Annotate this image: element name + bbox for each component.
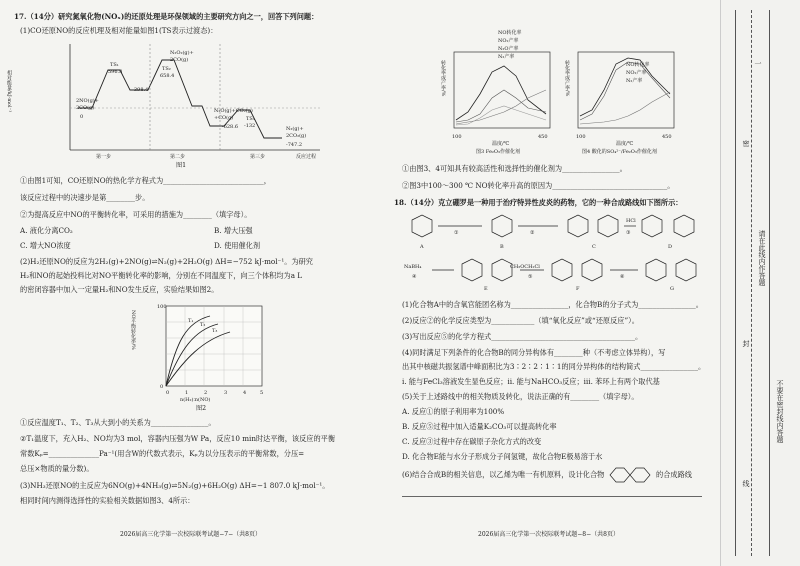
answer-line	[402, 496, 702, 497]
fig3-legend-3: N₂产率	[498, 54, 515, 60]
fig3-series-no-conversion	[456, 66, 546, 120]
figure-3-fe2o3-chart	[452, 50, 552, 130]
q18-3: (3)写出反应⑤的化学方程式________________________________________。	[402, 332, 643, 341]
q18-5-option-c: C. 反应③过程中存在碳原子杂化方式的改变	[402, 437, 542, 446]
fig4-legend-0: NO转化率	[626, 62, 650, 68]
fig2-ylabel: NO平衡转化率/%	[130, 310, 136, 350]
fig1-step-2: 第二步	[170, 154, 186, 160]
route-step-3: ③	[626, 230, 631, 236]
fig1-species-4a: N₂(g)+	[286, 126, 304, 132]
q18-4c: ⅰ. 能与FeCl₃溶液发生显色反应；ⅱ. 能与NaHCO₃反应；ⅲ. 苯环上有两个取代基	[402, 377, 660, 386]
fig3-legend-2: N₂O产率	[498, 46, 519, 52]
q17-2-sub1: ①反应温度T₁、T₂、T₃从大到小的关系为________________。	[20, 418, 216, 427]
fig3-xlabel: 温度/℃	[492, 141, 510, 147]
fig1-species-3a: N₂O(g)+CO₂(g)	[214, 108, 253, 114]
fig3-series-no2	[456, 90, 546, 122]
fig1-step-1: 第一步	[96, 154, 112, 160]
fig1-species-1b: 2CO(g)	[76, 105, 95, 111]
route-label-f: F	[576, 286, 580, 292]
route-ring-d1	[642, 215, 662, 237]
fig4-legend-1: NO₂产率	[626, 70, 647, 76]
binder-note-2: 不要在密封线内答题	[776, 380, 784, 443]
route-ring-c2	[598, 215, 618, 237]
fig1-species-2b: 2CO(g)	[170, 57, 189, 63]
route-step-4: ④	[412, 274, 417, 280]
fig4-series-no-conversion	[580, 58, 670, 116]
binder-line-2	[751, 10, 752, 556]
fig3-xtick-100: 100	[452, 134, 462, 140]
route-ring-g1	[646, 259, 666, 281]
q18-4a: (4)同时满足下列条件的化合物B的同分异构体有________种（不考虑立体异构），写	[402, 348, 666, 357]
route-ring-g2	[676, 259, 696, 281]
route-label-d: D	[668, 244, 673, 250]
fig2-xtick-4: 4	[243, 390, 247, 396]
figure-2-no-conversion	[150, 302, 270, 398]
binder-margin	[720, 0, 800, 566]
binder-label-3: 线	[742, 480, 750, 487]
q17-2-line1: (2)H₂还原NO的反应为2H₂(g)+2NO(g)⇌N₂(g)+2H₂O(g) ΔH=−752 kJ·mol⁻¹。为研究	[20, 257, 313, 266]
route-label-g: G	[670, 286, 674, 292]
route-reagent-chloromethyl: CH₃OCH₂Cl	[510, 264, 540, 270]
q18-4b: 出其中核磁共振氢谱中峰面积比为3∶2∶2∶1∶1的同分异构体的结构简式________________。	[402, 362, 706, 371]
fig2-curve-label-t1: T₁	[188, 318, 194, 324]
fig4-series-n2	[580, 62, 670, 120]
q18-5: (5)关于上述路线中的相关物质及转化，说法正确的有________（填字母）。	[402, 392, 639, 401]
fig1-ts3-label: TS₃	[246, 116, 255, 122]
page-7-footer: 2026届高三化学第一次校际联考试题−7−（共8页）	[120, 531, 261, 538]
fig1-step-3: 第三步	[250, 154, 266, 160]
route-ring-d2	[674, 215, 694, 237]
fig2-xtick-2: 2	[204, 390, 208, 396]
fig1-species-1a: 2NO(g)+	[76, 98, 99, 104]
binder-label-1: 密	[742, 140, 750, 147]
fig2-caption: 图2	[196, 405, 207, 412]
fig1-energy-ts1: 596.8	[108, 69, 123, 75]
q17-3-sub1: ①由图3、4可知具有较高活性和选择性的催化剂为________________。	[402, 164, 627, 173]
fig4-caption: 图4 酸化的SO₄²⁻/Fe₂O₃作催化剂	[582, 149, 657, 155]
fig2-ytick-0: 0	[160, 384, 164, 390]
route-label-e: E	[484, 286, 488, 292]
fig3-xtick-450: 450	[538, 134, 548, 140]
q18-5-option-d: D. 化合物E能与水分子形成分子间氢键，故化合物E极易溶于水	[402, 452, 603, 461]
binder-line-1	[735, 10, 736, 556]
q18-intro: 18.（14分）克立硼罗是一种用于治疗特异性皮炎的药物，它的一种合成路线如下图所示：	[394, 198, 683, 207]
binder-top-mark: 一	[754, 60, 762, 67]
fig1-ylabel: 相对能量/kJ·mol⁻¹	[6, 70, 12, 113]
fig4-ylabel: 转化率或产率/%	[564, 60, 570, 97]
fig1-species-3b: +CO(g)	[214, 115, 234, 121]
fig3-legend-1: NO₂产率	[498, 38, 519, 44]
route-label-a: A	[420, 244, 424, 250]
q17-2-sub2c: 总压×物质的量分数)。	[20, 464, 94, 473]
exam-page-8	[394, 0, 720, 566]
q17-title: 17.（14分）研究氮氧化物(NOₓ)的还原处理是环保领域的主要研究方向之一，回答下列问题：	[14, 12, 319, 21]
fig1-xlabel: 反应过程	[296, 154, 317, 160]
fig1-caption: 图1	[176, 162, 187, 169]
fig3-caption: 图3 Fe₂O₃作催化剂	[476, 149, 521, 155]
q17-1-line3: ②为提高反应中NO的平衡转化率，可采用的措施为________（填字母）。	[20, 210, 252, 219]
route-ring-f2	[582, 259, 602, 281]
q18-5-option-a: A. 反应①的原子利用率为100%	[402, 407, 505, 416]
q17-2-line3: 的密闭容器中加入一定量H₂和NO发生反应，实验结果如图2。	[20, 285, 219, 294]
q18-6: (6)结合合成B的相关信息，以乙烯为唯一有机原料，设计化合物	[402, 470, 605, 479]
route-ring-e2	[492, 259, 512, 281]
route-ring-b	[492, 215, 512, 237]
q17-1-line1: ①由图1可知，CO还原NO的热化学方程式为____________________________，	[20, 176, 271, 185]
exam-page-7	[0, 0, 398, 566]
q17-3-sub2: ②图3中100～300 ℃ NO转化率升高的原因为________________________________。	[402, 181, 675, 190]
q18-5-option-b: B. 反应⑤过程中加入适量K₂CO₃可以提高转化率	[402, 422, 557, 431]
fig1-energy-ts3: -132	[244, 123, 256, 129]
binder-label-2: 封	[742, 340, 750, 347]
q17-1-option-c: C. 增大NO浓度	[20, 241, 71, 250]
fig1-energy-int1: 398.4	[134, 87, 149, 93]
fig4-legend-2: N₂产率	[626, 78, 643, 84]
fig1-ts2-label: TS₂	[162, 66, 171, 72]
fig4-xtick-450: 450	[662, 134, 672, 140]
fig2-curve-label-t3: T₃	[212, 328, 218, 334]
route-reagent-hcl: HCl	[626, 218, 636, 224]
q17-3-line1: (3)NH₃还原NO的主反应为6NO(g)+4NH₃(g)⇌5N₂(g)+6H₂O(g) ΔH=−1 807.0 kJ·mol⁻¹。	[20, 481, 330, 490]
route-step-1: ①	[454, 230, 459, 236]
fig2-ytick-100: 100	[157, 304, 167, 310]
fig2-plot-area	[166, 306, 262, 386]
binder-line-3	[769, 10, 770, 556]
fig3-legend-0: NO转化率	[498, 30, 522, 36]
q17-part1-intro: (1)CO还原NO的反应机理及相对能量如图1(TS表示过渡态)：	[20, 26, 218, 35]
fig4-xlabel: 温度/℃	[616, 141, 634, 147]
fig1-energy-final: -747.2	[286, 142, 303, 148]
fig1-energy-ts2: 658.4	[160, 73, 175, 79]
binder-note: 请在此线内作答题	[758, 230, 766, 286]
route-step-2: ②	[530, 230, 535, 236]
q17-1-option-b: B. 增大压强	[214, 226, 253, 235]
q17-2-sub2b: 常数Kₚ=______________Pa⁻¹(用含W的代数式表示，Kₚ为以分压表示的平衡常数，分压=	[20, 449, 305, 458]
route-ring-c1	[568, 215, 588, 237]
q18-2: (2)反应②的化学反应类型为____________（填“氧化反应”或“还原反应”）。	[402, 316, 639, 325]
q17-2-line2: H₂和NO的起始投料比对NO平衡转化率的影响，分别在不同温度下，向三个体积均为a L	[20, 271, 303, 280]
q17-3-line2: 相同时间内测得选择性的实验相关数据如图3、4所示：	[20, 496, 195, 505]
fig4-xtick-100: 100	[576, 134, 586, 140]
fig1-energy-int2: -628.6	[222, 124, 239, 130]
fig3-ylabel: 转化率或产率/%	[440, 60, 446, 97]
route-step-6: ⑥	[620, 274, 625, 280]
fig1-ts1-label: TS₁	[110, 62, 119, 68]
route-step-5: ⑤	[528, 274, 533, 280]
q17-1-line2: 该反应过程中的决速步是第________步。	[20, 193, 150, 202]
route-reagent-nabh4: NaBH₄	[404, 264, 422, 270]
fig2-xtick-5: 5	[260, 390, 264, 396]
route-ring-a	[412, 215, 432, 237]
q17-1-option-d: D. 使用催化剂	[214, 241, 261, 250]
fig2-xtick-3: 3	[224, 390, 228, 396]
fig2-curve-label-t2: T₂	[200, 322, 206, 328]
fig2-xlabel: n(H₂)∶n(NO)	[180, 397, 211, 403]
fig2-xtick-1: 1	[185, 390, 189, 396]
fig1-energy-0: 0	[80, 114, 84, 120]
q18-synthesis-route	[402, 212, 718, 294]
fig2-xtick-0: 0	[166, 390, 170, 396]
route-label-c: C	[592, 244, 596, 250]
page-8-footer: 2026届高三化学第一次校际联考试题−8−（共8页）	[478, 531, 619, 538]
route-ring-f1	[552, 259, 572, 281]
q18-6-target-compound	[606, 464, 656, 486]
fig1-species-4b: 2CO₂(g)	[286, 133, 307, 139]
q17-1-option-a: A. 液化分离CO₂	[20, 226, 73, 235]
q18-6b: 的合成路线	[656, 470, 692, 479]
fig1-species-2a: N₂O₂(g)+	[170, 50, 194, 56]
route-ring-e1	[462, 259, 482, 281]
q18-1: (1)化合物A中的含氧官能团名称为________________，化合物B的分子式为________________。	[402, 300, 703, 309]
route-label-b: B	[500, 244, 504, 250]
q17-2-sub2a: ②T₁温度下，充入H₂、NO均为3 mol，容器内压强为W Pa，反应10 min时达平衡，该反应的平衡	[20, 434, 336, 443]
